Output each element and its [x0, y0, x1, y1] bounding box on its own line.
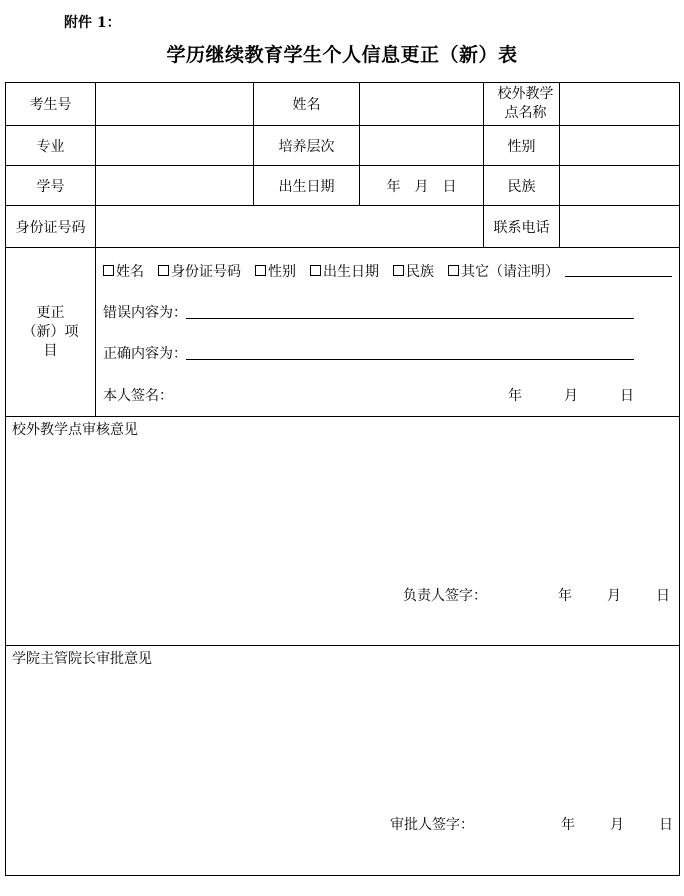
signature-day: 日	[620, 388, 634, 404]
correction-content	[96, 248, 680, 417]
checkbox-icon[interactable]	[448, 265, 459, 276]
level-field[interactable]	[360, 126, 484, 166]
row-exam-no	[6, 83, 680, 126]
option-other[interactable]	[448, 264, 559, 280]
exam-no-label: 考生号	[6, 83, 96, 126]
row-id-number	[6, 206, 680, 248]
site-review-month: 月	[607, 588, 621, 604]
option-birth-date[interactable]	[310, 264, 379, 280]
ethnicity-label: 民族	[484, 166, 560, 206]
option-label: 性别	[268, 264, 296, 280]
id-number-field[interactable]	[96, 206, 484, 248]
site-review-signer-label: 负责人签字：	[403, 588, 487, 604]
signature-label: 本人签名：	[103, 388, 173, 404]
row-correction	[6, 248, 680, 417]
option-gender[interactable]	[255, 264, 296, 280]
option-label: 民族	[406, 264, 434, 280]
wrong-content-line[interactable]	[186, 318, 634, 319]
site-review-label: 校外教学点审核意见	[12, 422, 138, 438]
phone-label: 联系电话	[484, 206, 560, 248]
row-site-review	[6, 417, 680, 646]
checkbox-icon[interactable]	[103, 265, 114, 276]
attachment-label: 附件 1：	[64, 15, 121, 31]
signature-month: 月	[564, 388, 578, 404]
birth-date-label: 出生日期	[254, 166, 360, 206]
gender-label: 性别	[484, 126, 560, 166]
correction-form-table	[5, 82, 680, 876]
page-title: 学历继续教育学生个人信息更正（新）表	[166, 44, 518, 66]
wrong-content-label: 错误内容为：	[103, 305, 187, 321]
option-ethnicity[interactable]	[393, 264, 434, 280]
site-name-field[interactable]	[560, 83, 680, 126]
college-approval-signer-label: 审批人签字：	[390, 817, 474, 833]
option-id-number[interactable]	[158, 264, 241, 280]
row-student-id	[6, 166, 680, 206]
row-college-approval	[6, 646, 680, 876]
correction-options	[103, 261, 559, 281]
major-field[interactable]	[96, 126, 254, 166]
name-label: 姓名	[254, 83, 360, 126]
college-approval-label: 学院主管院长审批意见	[12, 651, 152, 667]
option-name[interactable]	[103, 264, 144, 280]
option-label: 身份证号码	[171, 264, 241, 280]
checkbox-icon[interactable]	[310, 265, 321, 276]
site-review-box[interactable]	[6, 417, 680, 646]
ethnicity-field[interactable]	[560, 166, 680, 206]
college-approval-year: 年	[561, 817, 575, 833]
option-label: 出生日期	[323, 264, 379, 280]
correct-content-label: 正确内容为：	[103, 346, 187, 362]
option-label: 姓名	[116, 264, 144, 280]
checkbox-icon[interactable]	[255, 265, 266, 276]
row-major	[6, 126, 680, 166]
site-review-year: 年	[558, 588, 572, 604]
major-label: 专业	[6, 126, 96, 166]
college-approval-day: 日	[659, 817, 673, 833]
student-id-field[interactable]	[96, 166, 254, 206]
option-label: 其它（请注明）	[461, 264, 559, 280]
checkbox-icon[interactable]	[393, 265, 404, 276]
student-id-label: 学号	[6, 166, 96, 206]
correction-label: 更正（新）项目	[6, 248, 96, 417]
checkbox-icon[interactable]	[158, 265, 169, 276]
college-approval-box[interactable]	[6, 646, 680, 876]
phone-field[interactable]	[560, 206, 680, 248]
site-review-day: 日	[656, 588, 670, 604]
other-specify-line[interactable]	[565, 276, 672, 277]
correct-content-line[interactable]	[186, 359, 634, 360]
gender-field[interactable]	[560, 126, 680, 166]
birth-date-field[interactable]: 年 月 日	[360, 166, 484, 206]
college-approval-month: 月	[610, 817, 624, 833]
signature-year: 年	[508, 388, 522, 404]
id-number-label: 身份证号码	[6, 206, 96, 248]
site-name-label: 校外教学点名称	[484, 83, 560, 126]
name-field[interactable]	[360, 83, 484, 126]
level-label: 培养层次	[254, 126, 360, 166]
exam-no-field[interactable]	[96, 83, 254, 126]
